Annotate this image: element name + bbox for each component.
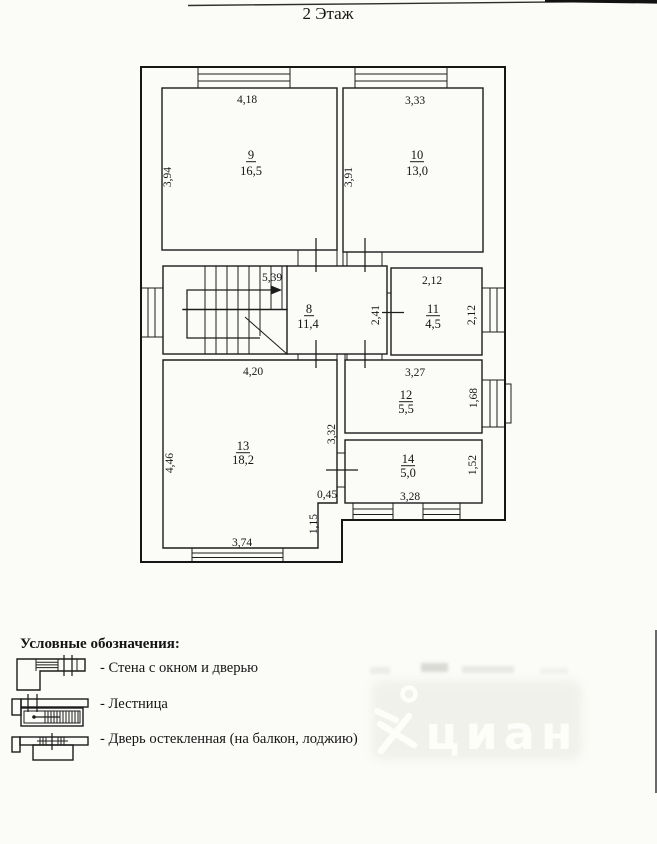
dim-room11-height: 2,12 [466, 304, 478, 326]
room-14-label [400, 452, 416, 480]
stair-break-line [245, 317, 287, 354]
watermark [370, 663, 582, 760]
room-area: 11,4 [297, 317, 319, 331]
wall-window-door-icon [17, 655, 85, 690]
scan-edge-artifacts [188, 0, 657, 793]
room-area: 4,5 [425, 317, 441, 331]
watermark-smudge [370, 667, 390, 674]
room-number: 13 [236, 439, 250, 453]
dim-room12-width: 3,27 [404, 367, 426, 379]
dim-room13-bottom: 3,74 [231, 537, 253, 549]
glazed-door-icon [12, 733, 88, 760]
dim-room14-height: 1,52 [467, 454, 479, 476]
dim-room12-height: 1,68 [468, 387, 480, 409]
room-11-label [425, 302, 441, 331]
legend-item-label: - Дверь остекленная (на балкон, лоджию) [100, 731, 358, 747]
room-number: 8 [305, 302, 313, 316]
room-number: 10 [410, 148, 424, 162]
room-13-label [232, 439, 254, 467]
dim-room11-width: 2,12 [421, 275, 443, 287]
dim-room10-height: 3,91 [343, 166, 355, 188]
watermark-brand: циан [425, 706, 579, 760]
watermark-smudge [421, 663, 448, 672]
room-number: 11 [426, 302, 440, 316]
outer-wall [141, 67, 505, 562]
room-number: 14 [401, 452, 415, 466]
legend [12, 636, 358, 760]
dim-room8-right: 2,41 [370, 304, 382, 326]
room-8-label [297, 302, 319, 331]
page-title: 2 Этаж [302, 4, 354, 23]
room-number: 9 [247, 148, 255, 162]
stairs-up-arrow-icon [187, 286, 282, 339]
watermark-smudge [462, 666, 514, 673]
legend-item-label: - Стена с окном и дверью [100, 660, 259, 676]
room-area: 5,0 [400, 466, 416, 480]
floor-plan [141, 67, 511, 562]
staircase-icon [12, 694, 88, 726]
watermark-smudge [540, 668, 568, 674]
dim-room14-bottom: 3,28 [399, 491, 421, 503]
room-12-label [398, 388, 414, 416]
room-number: 12 [399, 388, 413, 402]
legend-heading: Условные обозначения: [20, 636, 180, 652]
room-10-label [406, 148, 428, 178]
dim-room13-notch-width: 0,45 [316, 489, 338, 501]
room-area: 13,0 [406, 164, 428, 178]
room-area: 18,2 [232, 453, 254, 467]
legend-item-label: - Лестница [100, 696, 168, 712]
dim-room13-height: 4,46 [164, 452, 176, 474]
dim-room10-width: 3,33 [404, 95, 426, 107]
room-area: 16,5 [240, 164, 262, 178]
dim-room9-width: 4,18 [236, 94, 258, 106]
room-9-label [240, 148, 262, 178]
dim-room8-width: 5,39 [261, 272, 283, 284]
dim-room13-width: 4,20 [242, 366, 264, 378]
dim-room13-right: 3,32 [326, 423, 338, 445]
room-area: 5,5 [398, 402, 414, 416]
window-symbols [141, 67, 511, 562]
dim-room13-notch-height: 1,15 [308, 513, 320, 535]
dim-room9-height: 3,94 [162, 166, 174, 188]
